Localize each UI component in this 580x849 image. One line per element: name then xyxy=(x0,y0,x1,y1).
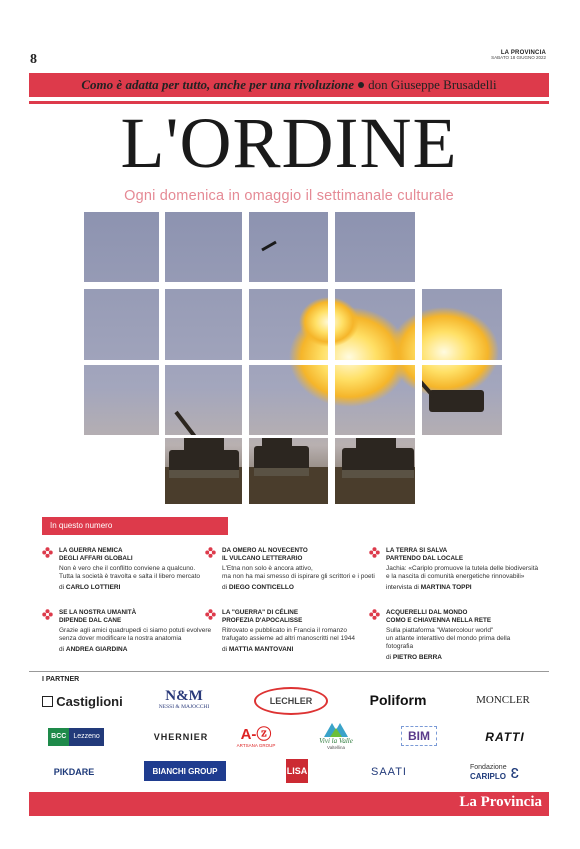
byline-prefix: di xyxy=(59,645,65,653)
quote-author: don Giuseppe Brusadelli xyxy=(368,77,497,92)
quote-bar xyxy=(29,73,549,97)
bcc-text: BCC xyxy=(48,728,69,746)
nessi-text: NESSI & MAJOCCHI xyxy=(158,703,210,710)
artsana-logo[interactable] xyxy=(235,724,277,750)
page-title: L'ORDINE xyxy=(120,103,458,183)
article-headline-2: COMO E CHIAVENNA NELLA RETE xyxy=(386,616,492,624)
article-summary-2: trafugato assieme ad altri manoscritti nel 1944 xyxy=(222,634,355,642)
tank-fire-photo xyxy=(84,212,502,504)
article-byline xyxy=(386,584,539,592)
article-teaser[interactable] xyxy=(42,609,212,654)
castiglioni-icon xyxy=(42,696,53,707)
bim-logo[interactable] xyxy=(394,722,444,750)
fondazione-cariplo-logo[interactable] xyxy=(470,760,536,784)
mountain-icon xyxy=(324,721,348,737)
flower-icon xyxy=(369,547,380,558)
byline-author: PIETRO BERRA xyxy=(392,654,442,662)
bcc-sub-text: Lezzeno xyxy=(69,728,103,746)
poliform-text: Poliform xyxy=(369,692,427,708)
article-headline-1: DA OMERO AL NOVECENTO xyxy=(222,547,308,554)
poliform-logo[interactable] xyxy=(362,690,434,710)
article-headline-1: LA "GUERRA" DI CÉLINE xyxy=(222,609,299,616)
byline-author: CARLO LOTTIERI xyxy=(65,583,121,591)
ratti-text: RATTI xyxy=(485,730,525,744)
article-teaser[interactable] xyxy=(369,609,539,662)
byline-prefix: di xyxy=(386,654,392,662)
flower-icon xyxy=(42,609,53,620)
article-headline-1: LA TERRA SI SALVA xyxy=(386,547,448,554)
flower-icon xyxy=(369,609,380,620)
article-teaser[interactable] xyxy=(205,609,375,654)
article-byline xyxy=(386,654,539,662)
lechler-text: LECHLER xyxy=(269,696,313,706)
byline-author: MATTIA MANTOVANI xyxy=(228,645,294,653)
divider xyxy=(29,671,549,672)
article-byline xyxy=(222,646,375,654)
saati-logo[interactable] xyxy=(360,764,418,780)
bianchi-text: BIANCHI GROUP xyxy=(152,766,218,776)
byline-prefix: di xyxy=(222,645,228,653)
article-summary-2: un atlante interattivo del mondo prima della fotografia xyxy=(386,634,511,650)
article-byline xyxy=(222,584,375,592)
article-headline-1: SE LA NOSTRA UMANITÀ xyxy=(59,609,137,616)
partners-label: I PARTNER xyxy=(42,676,80,683)
cariplo-text-1: Fondazione xyxy=(470,764,507,771)
article-byline xyxy=(59,646,212,654)
article-summary-2: ma non ha mai smesso di ispirare gli scrittori e i poeti xyxy=(222,572,375,580)
lisa-logo[interactable] xyxy=(286,759,308,783)
byline-prefix: intervista di xyxy=(386,583,419,591)
flower-icon xyxy=(205,609,216,620)
saati-text: SAATI xyxy=(371,766,407,778)
article-byline xyxy=(59,584,212,592)
article-headline-2: PARTENDO DAL LOCALE xyxy=(386,554,464,562)
byline-author: DIEGO CONTICELLO xyxy=(228,583,294,591)
article-teaser[interactable] xyxy=(205,547,375,592)
castiglioni-text: Castiglioni xyxy=(56,693,123,709)
article-summary-1: Grazie agli amici quadrupedi ci siamo potuti evolvere xyxy=(59,626,212,634)
vhernier-text: VHERNIER xyxy=(153,732,209,742)
article-summary-2: Tutta la società è travolta e salta il libero mercato xyxy=(59,572,201,580)
artsana-mark-icon: A-ⓩ xyxy=(240,725,272,743)
vhernier-logo[interactable] xyxy=(142,729,220,745)
article-headline-2: PROFEZIA D'APOCALISSE xyxy=(222,616,303,624)
byline-prefix: di xyxy=(222,583,228,591)
byline-author: ANDREA GIARDINA xyxy=(65,645,128,653)
bcc-lezzeno-logo[interactable] xyxy=(40,728,112,746)
bim-text: BIM xyxy=(401,726,437,746)
nessi-majocchi-logo[interactable] xyxy=(148,684,220,714)
section-label: In questo numero xyxy=(42,517,228,535)
article-summary-1: Jachia: «Cariplo promuove la tutela delle biodiversità xyxy=(386,564,539,572)
ratti-logo[interactable] xyxy=(478,728,532,746)
article-summary-1: Non è vero che il conflitto conviene a qualcuno. xyxy=(59,564,196,572)
vivivalle-text: Vivi la Valle xyxy=(319,736,353,745)
article-headline-2: DEGLI AFFARI GLOBALI xyxy=(59,554,133,562)
castiglioni-logo[interactable] xyxy=(40,690,125,712)
flower-icon xyxy=(205,547,216,558)
byline-prefix: di xyxy=(59,583,65,591)
page-number: 8 xyxy=(30,52,37,67)
moncler-logo[interactable] xyxy=(468,688,538,712)
masthead-paper: LA PROVINCIA xyxy=(500,50,546,56)
pikdare-text: PIKDARE xyxy=(53,767,95,777)
article-headline-2: DIPENDE DAL CANE xyxy=(59,616,122,624)
vivivalle-sub-text: Valtellina xyxy=(327,744,345,750)
vivi-la-valle-logo[interactable] xyxy=(305,718,367,752)
lisa-text: LISA xyxy=(286,766,308,776)
quote-text: Como è adatta per tutto, anche per una rivoluzione xyxy=(81,77,355,92)
cariplo-mark-icon: ɛ xyxy=(510,761,519,782)
article-summary-2: senza dover modificare la nostra anatomia xyxy=(59,634,182,642)
pikdare-logo[interactable] xyxy=(44,764,104,780)
masthead xyxy=(491,50,546,61)
lechler-logo[interactable] xyxy=(254,687,328,715)
cariplo-text-2: CARIPLO xyxy=(470,772,506,781)
footer-logo: La Provincia xyxy=(459,794,542,810)
article-headline-2: IL VULCANO LETTERARIO xyxy=(222,554,303,562)
moncler-text: MONCLER xyxy=(476,694,530,706)
article-teaser[interactable] xyxy=(42,547,212,592)
page-subtitle: Ogni domenica in omaggio il settimanale culturale xyxy=(124,188,454,204)
article-summary-1: Sulla piattaforma "Watercolour world" xyxy=(386,626,494,634)
bianchi-group-logo[interactable] xyxy=(144,761,226,781)
article-headline-1: LA GUERRA NEMICA xyxy=(59,547,123,554)
article-summary-1: Ritrovato e pubblicato in Francia il romanzo xyxy=(222,626,348,634)
masthead-date: SABATO 18 GIUGNO 2022 xyxy=(491,55,546,61)
article-teaser[interactable] xyxy=(369,547,539,592)
article-summary-1: L'Etna non solo è ancora attivo, xyxy=(222,564,313,572)
byline-author: MARTINA TOPPI xyxy=(420,583,472,591)
article-summary-2: e la nascita di comunità energetiche rinnovabili» xyxy=(386,572,525,580)
article-headline-1: ACQUERELLI DAL MONDO xyxy=(386,609,468,616)
artsana-text: ARTSANA GROUP xyxy=(236,742,276,748)
cariplo-text xyxy=(470,763,507,781)
flower-icon xyxy=(42,547,53,558)
nm-monogram-icon: N&M xyxy=(165,687,203,704)
bullet-icon xyxy=(358,82,364,88)
